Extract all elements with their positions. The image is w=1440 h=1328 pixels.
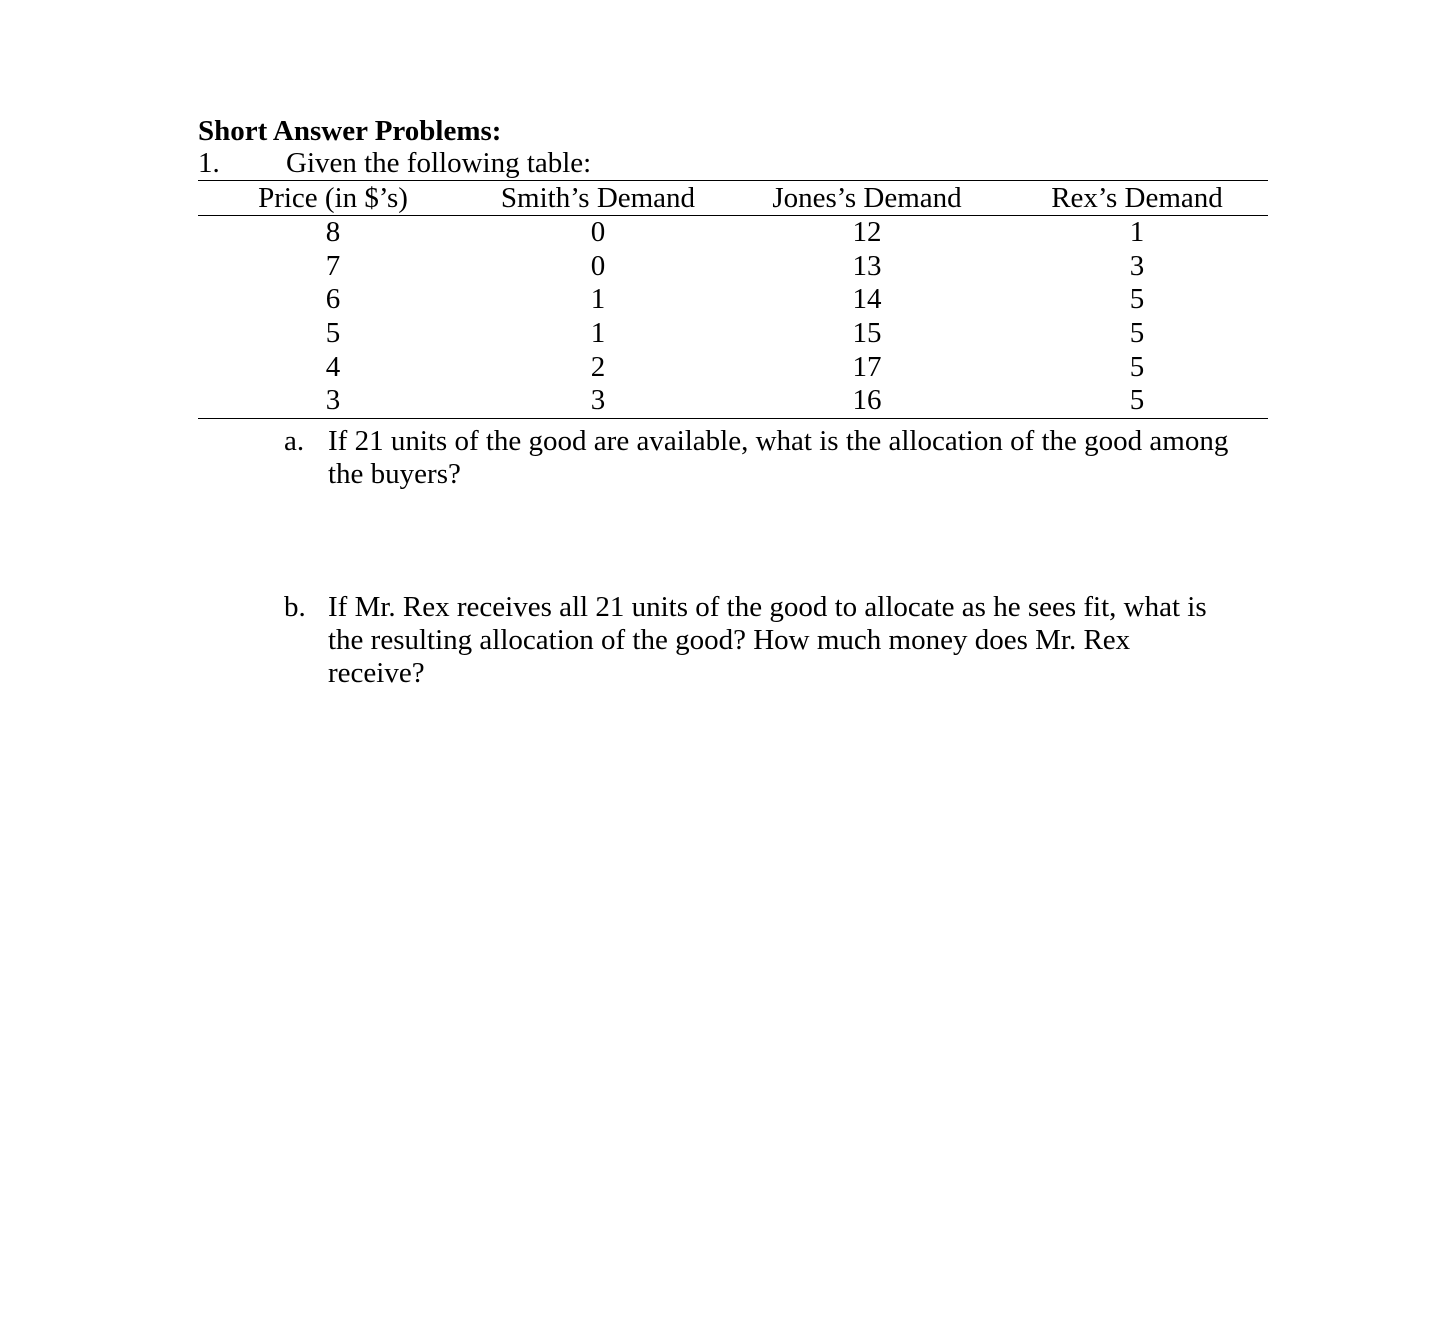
smith-cell: 1 [590, 317, 606, 350]
question-a-letter: a. [284, 425, 305, 457]
header-price: Price (in $’s) [258, 182, 408, 214]
price-cell: 5 [325, 317, 341, 350]
question-a-line-1: If 21 units of the good are available, what is the allocation of the good among [328, 425, 1229, 457]
smith-cell: 0 [590, 216, 606, 249]
table-row [198, 250, 1268, 284]
price-cell: 3 [325, 384, 341, 417]
price-cell: 6 [325, 283, 341, 316]
smith-cell: 0 [590, 249, 606, 282]
demand-table [198, 180, 1268, 419]
table-row [198, 283, 1268, 317]
question-b-line-1: If Mr. Rex receives all 21 units of the good to allocate as he sees fit, what is [328, 591, 1207, 623]
table-row [198, 216, 1268, 250]
header-jones-demand: Jones’s Demand [772, 182, 962, 214]
header-rex-demand: Rex’s Demand [1051, 182, 1223, 214]
table-row [198, 317, 1268, 351]
price-cell: 7 [325, 249, 341, 282]
question-b-text [328, 591, 1244, 690]
table-row [198, 384, 1268, 418]
demand-table-wrapper [198, 180, 1268, 419]
price-cell: 4 [325, 350, 341, 383]
question-b-letter: b. [284, 591, 306, 623]
jones-cell: 14 [852, 283, 882, 316]
rex-cell: 3 [1129, 249, 1145, 282]
jones-cell: 12 [852, 216, 882, 249]
smith-cell: 2 [590, 350, 606, 383]
rex-cell: 1 [1129, 216, 1145, 249]
table-header-row [198, 181, 1268, 216]
rex-cell: 5 [1129, 283, 1145, 316]
question-a-text [328, 425, 1244, 491]
rex-cell: 5 [1129, 317, 1145, 350]
problem-intro-text: Given the following table: [286, 147, 592, 179]
price-cell: 8 [325, 216, 341, 249]
rex-cell: 5 [1129, 384, 1145, 417]
header-smith-demand: Smith’s Demand [500, 182, 696, 214]
question-a-line-2: the buyers? [328, 458, 461, 490]
jones-cell: 15 [852, 317, 882, 350]
jones-cell: 16 [852, 384, 882, 417]
table-row [198, 350, 1268, 384]
smith-cell: 1 [590, 283, 606, 316]
question-b-line-3: receive? [328, 657, 425, 689]
question-b-line-2: the resulting allocation of the good? How much money does Mr. Rex [328, 624, 1131, 656]
section-heading: Short Answer Problems: [198, 115, 502, 147]
rex-cell: 5 [1129, 350, 1145, 383]
problem-number: 1. [198, 147, 220, 179]
smith-cell: 3 [590, 384, 606, 417]
jones-cell: 17 [852, 350, 882, 383]
jones-cell: 13 [852, 249, 882, 282]
